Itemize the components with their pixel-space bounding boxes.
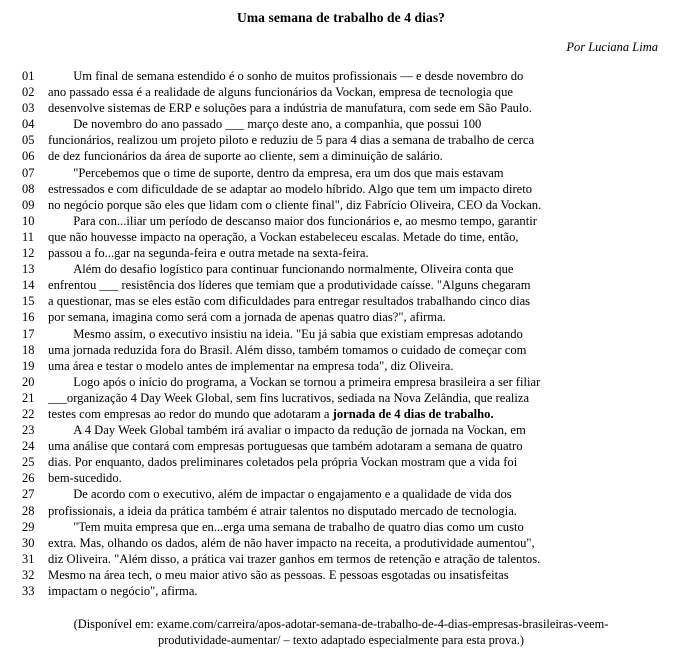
text-line [22,358,660,374]
line-text: Mesmo assim, o executivo insistiu na ideia. "Eu já sabia que existiam empresas adotando [48,326,523,341]
line-text: no negócio porque são eles que lidam com o cliente final", diz Fabrício Oliveira, CEO da Vockan. [48,197,542,212]
line-number: 27 [22,487,35,502]
line-text: por semana, imagina como será com a jornada de apenas quatro dias?", afirma. [48,310,446,325]
line-number: 06 [22,149,35,164]
line-number: 11 [22,229,34,244]
text-line [22,100,660,116]
line-number: 20 [22,374,35,389]
line-number: 16 [22,310,35,325]
line-text: dias. Por enquanto, dados preliminares coletados pela própria Vockan mostram que a vida foi [48,455,518,470]
line-text: Mesmo na área tech, o meu maior ativo são as pessoas. E pessoas esgotadas ou insatisfeitas [48,567,509,582]
source-line: produtividade-aumentar/ – texto adaptado especialmente para esta prova.) [157,632,525,647]
line-text: de dez funcionários da área de suporte ao cliente, sem a diminuição de salário. [48,149,443,164]
line-number: 01 [22,69,35,83]
line-number: 15 [22,294,35,309]
text-line [22,116,660,132]
text-line [22,551,660,567]
page-title: Uma semana de trabalho de 4 dias? [236,10,446,25]
line-text: De novembro do ano passado ___ março deste ano, a companhia, que possui 100 [48,117,482,132]
line-text: Logo após o início do programa, a Vockan se tornou a primeira empresa brasileira a ser filiar [48,374,541,389]
line-text: extra. Mas, olhando os dados, além de não haver impacto na receita, a produtividade aumentou", [48,535,535,550]
text-line [22,326,660,342]
text-line [22,197,660,213]
line-number: 03 [22,101,35,116]
text-line [22,342,660,358]
line-number: 12 [22,246,35,261]
text-line [22,454,660,470]
line-text: uma área e testar o modelo antes de implementar na empresa toda", diz Oliveira. [48,358,454,373]
text-line [22,165,660,181]
line-text: que não houvesse impacto na operação, a Vockan estabeleceu escalas. Metade do time, então, [48,229,519,244]
line-number: 30 [22,535,35,550]
line-number: 26 [22,471,35,486]
line-text: Além do desafio logístico para continuar funcionando normalmente, Oliveira conta que [48,262,514,277]
line-text: "Percebemos que o time de suporte, dentro da empresa, era um dos que mais estavam [48,165,504,180]
line-text: diz Oliveira. "Além disso, a prática vai trazer ganhos em termos de retenção e atração de talentos. [48,551,541,566]
line-text: impactam o negócio", afirma. [48,584,198,598]
line-text: profissionais, a ideia da prática também é atrair talentos no disputado mercado de tecnologia. [48,503,517,518]
text-line [22,486,660,502]
line-text: desenvolve sistemas de ERP e soluções para a indústria de manufatura, com sede em São Paulo. [48,101,532,116]
line-text: A 4 Day Week Global também irá avaliar o impacto da redução de jornada na Vockan, em [48,423,526,438]
line-text: enfrentou ___ resistência dos líderes que temiam que a produtividade caísse. "Alguns chegaram [48,278,531,293]
source-line: (Disponível em: exame.com/carreira/apos-adotar-semana-de-trabalho-de-4-dias-empresas-brasileiras-veem- [73,617,609,632]
line-number: 17 [22,326,35,341]
text-line [22,261,660,277]
line-number: 21 [22,390,35,405]
line-text: ano passado essa é a realidade de alguns funcionários da Vockan, empresa de tecnologia que [48,85,513,100]
line-number: 07 [22,165,35,180]
text-line [22,68,660,84]
byline: Por Luciana Lima [566,40,658,54]
text-line [22,422,660,438]
line-number: 25 [22,455,35,470]
text-line [22,519,660,535]
line-number: 22 [22,406,35,421]
line-text: passou a fo...gar na segunda-feira e outra metade na sexta-feira. [48,246,369,261]
text-line [22,277,660,293]
text-line [22,213,660,229]
text-line [22,245,660,261]
document-page [0,10,682,647]
text-line [22,535,660,551]
text-line [22,293,660,309]
text-line [22,181,660,197]
text-line [22,84,660,100]
line-text: estressados e com dificuldade de se adaptar ao modelo híbrido. Algo que tem um impacto direto [48,181,533,196]
text-line [22,148,660,164]
text-line [22,567,660,583]
line-number: 14 [22,278,35,293]
line-text: De acordo com o executivo, além de impactar o engajamento e a qualidade de vida dos [48,487,512,502]
line-number: 09 [22,197,35,212]
text-line [22,229,660,245]
line-number: 02 [22,85,35,100]
line-text: uma análise que contará com empresas portuguesas que também adotaram a semana de quatro [48,439,523,454]
line-number: 08 [22,181,35,196]
line-text: "Tem muita empresa que en...erga uma semana de trabalho de quatro dias como um custo [48,519,524,534]
text-line [22,309,660,325]
text-line [22,132,660,148]
line-number: 13 [22,262,35,277]
line-number: 05 [22,133,35,148]
line-text: bem-sucedido. [48,471,122,486]
line-text: a questionar, mas se eles estão com dificuldades para entregar resultados trabalhando cinco dias [48,294,531,309]
line-number: 10 [22,213,35,228]
line-text: ___organização 4 Day Week Global, sem fins lucrativos, sediada na Nova Zelândia, que realiza [48,390,530,405]
line-text: uma jornada reduzida fora do Brasil. Além disso, também tomamos o cuidado de começar com [48,342,527,357]
line-number: 33 [22,584,35,598]
source-note [0,617,682,648]
line-text: testes com empresas ao redor do mundo que adotaram a jornada de 4 dias de trabalho. [48,406,494,421]
article-body [0,68,682,599]
line-number: 04 [22,117,35,132]
line-number: 32 [22,567,35,582]
text-line [22,390,660,406]
text-line [22,406,660,422]
line-number: 29 [22,519,35,534]
line-number: 24 [22,439,35,454]
line-number: 28 [22,503,35,518]
line-text: funcionários, realizou um projeto piloto e reduziu de 5 para 4 dias a semana de trabalho de cerca [48,133,535,148]
line-text: Para con...iliar um período de descanso maior dos funcionários e, ao mesmo tempo, garantir [48,213,537,228]
text-line [22,438,660,454]
line-number: 23 [22,423,35,438]
line-number: 31 [22,551,35,566]
line-number: 19 [22,358,35,373]
text-line [22,374,660,390]
line-number: 18 [22,342,35,357]
text-line [22,503,660,519]
line-text: Um final de semana estendido é o sonho de muitos profissionais — e desde novembro do [48,69,524,83]
text-line [22,583,660,599]
text-line [22,470,660,486]
